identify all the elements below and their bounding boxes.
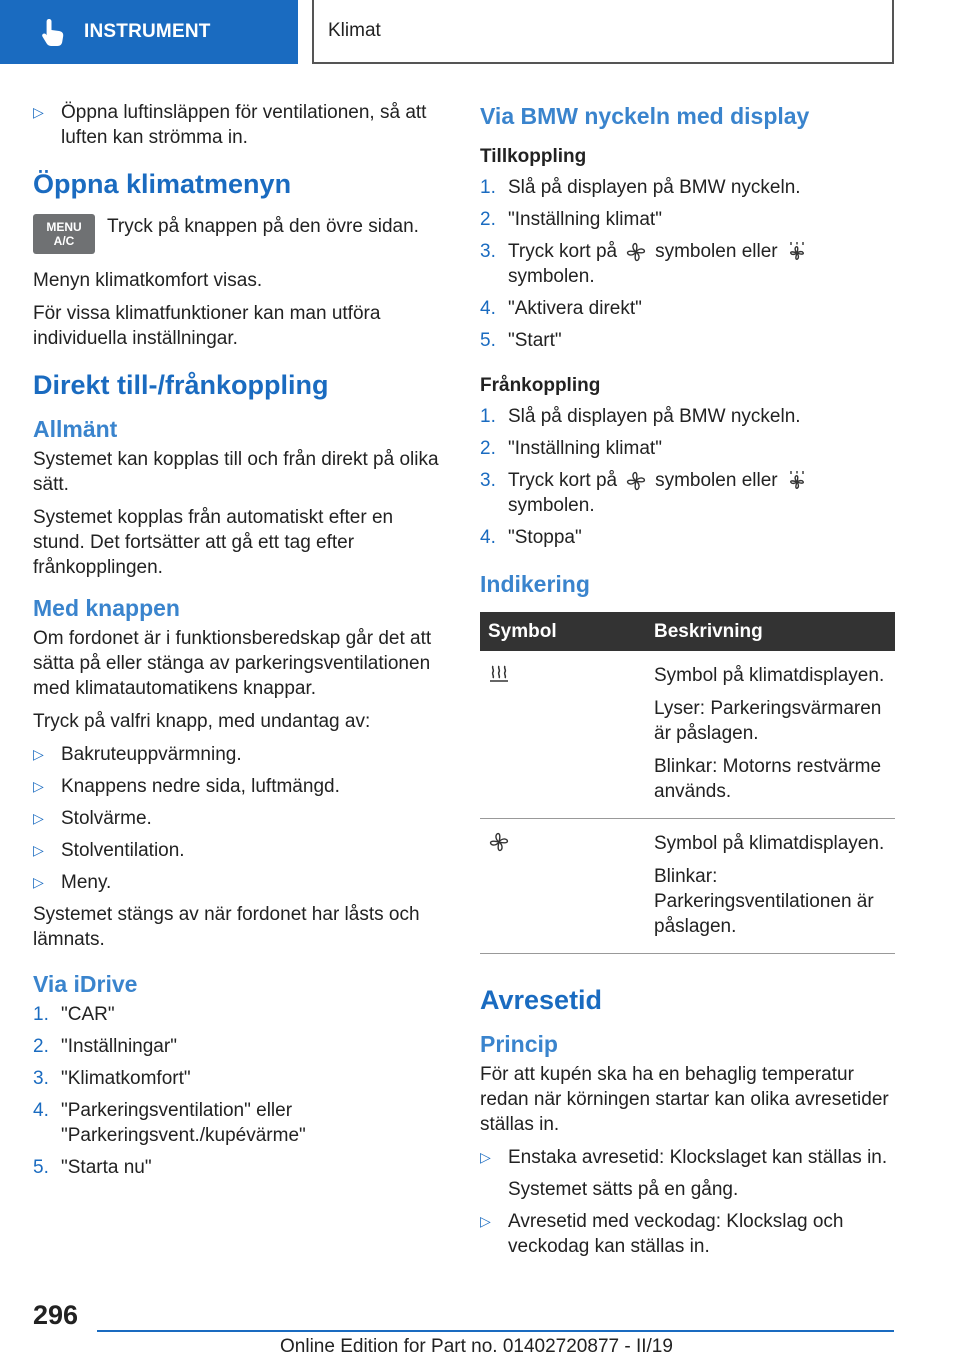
step-number: 2. (480, 438, 496, 459)
description-line: Blinkar: Parkeringsventilationen är påslagen. (654, 866, 874, 937)
step-number: 3. (480, 470, 496, 491)
off-steps (480, 404, 895, 550)
step-text: Tryck kort på (508, 241, 618, 262)
step-number: 1. (480, 406, 496, 427)
heading-indication: Indikering (480, 571, 590, 597)
list-item (480, 1145, 895, 1202)
step-text: "Inställning klimat" (508, 209, 662, 230)
list-item: ▷ Bakruteuppvärmning. (33, 742, 445, 767)
paragraph: Systemet kopplas från automatiskt efter en stund. Det fortsätter att gå ett tag efter frånkopplingen. (33, 507, 394, 578)
item-text: Avresetid med veckodag: Klockslag och veckodag kan ställas in. (508, 1211, 844, 1257)
step-text: "Inställning klimat" (508, 438, 662, 459)
step-number: 3. (33, 1068, 49, 1089)
paragraph: För att kupén ska ha en behaglig temperatur redan när körningen startar kan olika avresetider ställas in. (480, 1064, 889, 1135)
heading-general: Allmänt (33, 416, 118, 442)
list-item (33, 1066, 445, 1091)
step-text: symbolen eller (655, 241, 778, 262)
description-line: Symbol på klimatdisplayen. (654, 833, 885, 854)
menu-button-line1: MENU (46, 220, 82, 234)
list-item (480, 436, 895, 461)
list-item (33, 1034, 445, 1059)
list-item: ▷ Öppna luftinsläppen för ventilationen, så att luften kan strömma in. (33, 100, 445, 150)
step-text: "Aktivera direkt" (508, 298, 642, 319)
step-text: symbolen. (508, 266, 595, 287)
list-item (480, 468, 895, 518)
fan-icon (488, 831, 510, 853)
step-number: 4. (33, 1100, 49, 1121)
paragraph: Om fordonet är i funktionsberedskap går det att sätta på eller stänga av parkeringsventilationen med klimatautomatikens knappar. (33, 628, 432, 699)
item-subtext: Systemet sätts på en gång. (508, 1179, 739, 1200)
step-text: Slå på displayen på BMW nyckeln. (508, 177, 801, 198)
right-column (480, 100, 895, 1266)
step-number: 5. (480, 330, 496, 351)
step-number: 1. (480, 177, 496, 198)
step-text: Slå på displayen på BMW nyckeln. (508, 406, 801, 427)
heater-icon (488, 663, 510, 683)
heading-direct: Direkt till-/frånkoppling (33, 370, 329, 400)
menu-ac-button-icon (33, 214, 95, 254)
footer-divider (97, 1330, 894, 1332)
heading-on: Tillkoppling (480, 146, 587, 167)
list-item (480, 404, 895, 429)
step-text: symbolen eller (655, 470, 778, 491)
heading-off: Frånkoppling (480, 375, 601, 396)
press-text: Tryck på knappen på den övre sidan. (107, 216, 419, 237)
exceptions-list (33, 742, 445, 895)
list-item: ▷ Stolventilation. (33, 838, 445, 863)
list-item (480, 1209, 895, 1259)
step-number: 4. (480, 298, 496, 319)
topic-header (312, 0, 894, 64)
paragraph: Systemet stängs av när fordonet har låsts och lämnats. (33, 904, 420, 950)
on-steps (480, 175, 895, 353)
heading-open-menu: Öppna klimatmenyn (33, 169, 292, 199)
heading-principle: Princip (480, 1031, 558, 1057)
symbol-cell (480, 819, 646, 954)
topic-label: Klimat (328, 20, 381, 41)
list-item: ▷ Stolvärme. (33, 806, 445, 831)
menu-instruction (33, 214, 445, 254)
list-item (480, 207, 895, 232)
item-text: Enstaka avresetid: Klockslaget kan ställas in. (508, 1147, 888, 1168)
symbol-cell (480, 651, 646, 819)
list-item (480, 175, 895, 200)
column-header-description: Beskrivning (646, 612, 895, 651)
step-text: "CAR" (61, 1004, 115, 1025)
step-number: 5. (33, 1157, 49, 1178)
step-number: 2. (480, 209, 496, 230)
heading-preset: Avresetid (480, 985, 603, 1015)
heading-button: Med knappen (33, 595, 180, 621)
list-item (480, 525, 895, 550)
step-text: "Starta nu" (61, 1157, 152, 1178)
fan-icon (625, 470, 647, 492)
list-item (480, 239, 895, 289)
step-number: 4. (480, 527, 496, 548)
list-item (33, 1002, 445, 1027)
step-text: "Stoppa" (508, 527, 582, 548)
paragraph: Systemet kan kopplas till och från direkt på olika sätt. (33, 449, 439, 495)
table-header-row (480, 612, 895, 651)
pointing-hand-icon (40, 17, 66, 47)
description-line: Symbol på klimatdisplayen. (654, 665, 885, 686)
list-item: ▷ Knappens nedre sida, luftmängd. (33, 774, 445, 799)
page-number: 296 (33, 1300, 79, 1330)
menu-button-line2: A/C (53, 234, 75, 248)
step-text: "Inställningar" (61, 1036, 177, 1057)
step-number: 2. (33, 1036, 49, 1057)
paragraph: Tryck på valfri knapp, med undantag av: (33, 711, 371, 732)
fan-icon (625, 241, 647, 263)
step-text: "Parkeringsventilation" eller "Parkeringsvent./kupévärme" (61, 1100, 306, 1146)
fan-heat-icon (786, 470, 808, 492)
indication-table (480, 612, 895, 954)
description-line: Lyser: Parkeringsvärmaren är påslagen. (654, 698, 882, 744)
idrive-steps (33, 1002, 445, 1180)
paragraph: För vissa klimatfunktioner kan man utföra individuella inställningar. (33, 303, 381, 349)
preset-list (480, 1145, 895, 1259)
step-text: symbolen. (508, 495, 595, 516)
table-row (480, 651, 895, 819)
list-item (33, 1098, 445, 1148)
step-text: "Start" (508, 330, 562, 351)
heading-key: Via BMW nyckeln med display (480, 103, 810, 129)
list-item: ▷ Meny. (33, 870, 445, 895)
list-item (33, 1155, 445, 1180)
left-column (33, 100, 445, 1187)
footer-edition: Online Edition for Part no. 01402720877 - II/19 (280, 1336, 673, 1357)
table-row (480, 819, 895, 954)
paragraph: Menyn klimatkomfort visas. (33, 270, 263, 291)
description-cell (646, 819, 895, 954)
fan-heat-icon (786, 241, 808, 263)
list-item (480, 328, 895, 353)
list-item (480, 296, 895, 321)
step-number: 3. (480, 241, 496, 262)
step-text: Tryck kort på (508, 470, 618, 491)
description-cell (646, 651, 895, 819)
step-number: 1. (33, 1004, 49, 1025)
column-header-symbol: Symbol (480, 612, 646, 651)
heading-idrive: Via iDrive (33, 971, 138, 997)
step-text: "Klimatkomfort" (61, 1068, 191, 1089)
description-line: Blinkar: Motorns restvärme används. (654, 756, 882, 802)
section-tab[interactable] (0, 0, 298, 64)
intro-list (33, 100, 445, 150)
section-label: INSTRUMENT (84, 21, 211, 42)
